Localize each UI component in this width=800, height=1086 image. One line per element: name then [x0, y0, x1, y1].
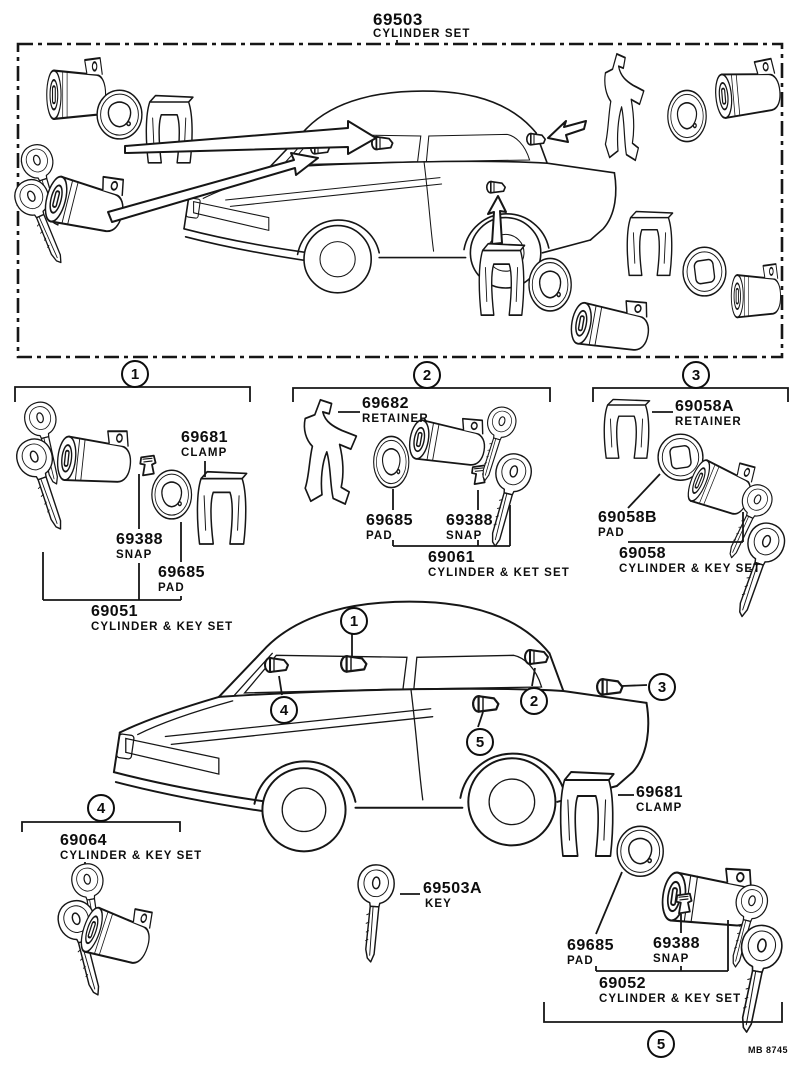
clamp-illustration: [627, 212, 672, 276]
arrow-to-cowl-icon: [108, 153, 318, 222]
quarter-lock-icon: [525, 650, 548, 664]
quarter-lock-icon: [527, 134, 545, 145]
callout-4-badge: 4: [87, 794, 115, 822]
s3-retainer-name: RETAINER: [675, 416, 742, 428]
ignition-lock-icon: [341, 656, 366, 671]
retainer-illustration: [605, 54, 644, 160]
s2-snap-name: SNAP: [446, 530, 483, 542]
key-part-number: 69503A: [423, 880, 483, 897]
doc-code: MB 8745: [748, 1045, 789, 1055]
s2-set-number: 69061: [428, 549, 475, 566]
key-part-name: KEY: [425, 898, 452, 910]
s3-pad-name: PAD: [598, 527, 625, 539]
s4-set-name: CYLINDER & KEY SET: [60, 850, 203, 862]
s2-snap-number: 69388: [446, 512, 493, 529]
trunk-lock-icon: [597, 679, 622, 694]
pad-illustration: [668, 90, 706, 141]
glovebox-cylinder-illustration: [568, 291, 653, 356]
door-cylinder-illustration: [713, 58, 782, 118]
section1-bracket: [15, 387, 250, 402]
car-callout-4-badge: 4: [270, 696, 298, 724]
s1-set-name: CYLINDER & KEY SET: [91, 621, 234, 633]
s5-clamp-name: CLAMP: [636, 802, 683, 814]
car-callout-1-badge: 1: [340, 607, 368, 635]
arrow-to-ignition-icon: [125, 121, 376, 154]
door-cylinder-topleft-illustration: [47, 58, 106, 119]
s2-retainer-name: RETAINER: [362, 413, 429, 425]
s5-set-name: CYLINDER & KEY SET: [599, 993, 742, 1005]
title-part-name: CYLINDER SET: [373, 28, 471, 40]
s2-retainer-number: 69682: [362, 395, 409, 412]
door-lock-icon: [487, 182, 505, 193]
car-callout-2-badge: 2: [520, 687, 548, 715]
top-assembly-box: [10, 40, 782, 357]
trunk-cylinder-illustration: [731, 264, 780, 317]
hood-lock-icon: [265, 658, 288, 672]
title-part-number: 69503: [373, 10, 423, 29]
s5-snap-number: 69388: [653, 935, 700, 952]
s3-pad-number: 69058B: [598, 509, 658, 526]
master-key-illustration: [353, 864, 420, 963]
s1-snap-number: 69388: [116, 531, 163, 548]
s3-set-name: CYLINDER & KEY SET: [619, 563, 762, 575]
s1-clamp-number: 69681: [181, 429, 228, 446]
callout-1-badge: 1: [121, 360, 149, 388]
car-callout-3-badge: 3: [648, 673, 676, 701]
s3-set-number: 69058: [619, 545, 666, 562]
callout-3-badge: 3: [682, 361, 710, 389]
pad-illustration: [529, 258, 571, 310]
s2-pad-name: PAD: [366, 530, 393, 542]
arrow-to-quarter-icon: [548, 121, 586, 142]
s5-set-number: 69052: [599, 975, 646, 992]
s1-set-number: 69051: [91, 603, 138, 620]
s5-pad-number: 69685: [567, 937, 614, 954]
s4-set-number: 69064: [60, 832, 107, 849]
section2-bracket: [293, 388, 550, 402]
pad-illustration: [97, 90, 142, 139]
car-callout-5-badge: 5: [466, 728, 494, 756]
s1-snap-name: SNAP: [116, 549, 153, 561]
s5-clamp-number: 69681: [636, 784, 683, 801]
s5-pad-name: PAD: [567, 955, 594, 967]
s2-set-name: CYLINDER & KET SET: [428, 567, 570, 579]
s1-clamp-name: CLAMP: [181, 447, 228, 459]
callout-5-badge: 5: [647, 1030, 675, 1058]
square-pad-illustration: [683, 247, 726, 296]
callout-2-badge: 2: [413, 361, 441, 389]
s3-retainer-number: 69058A: [675, 398, 735, 415]
s1-pad-number: 69685: [158, 564, 205, 581]
s5-snap-name: SNAP: [653, 953, 690, 965]
ignition-cylinder-keys-illustration: [10, 141, 131, 270]
door-lock-icon: [473, 696, 498, 711]
s1-pad-name: PAD: [158, 582, 185, 594]
s2-pad-number: 69685: [366, 512, 413, 529]
